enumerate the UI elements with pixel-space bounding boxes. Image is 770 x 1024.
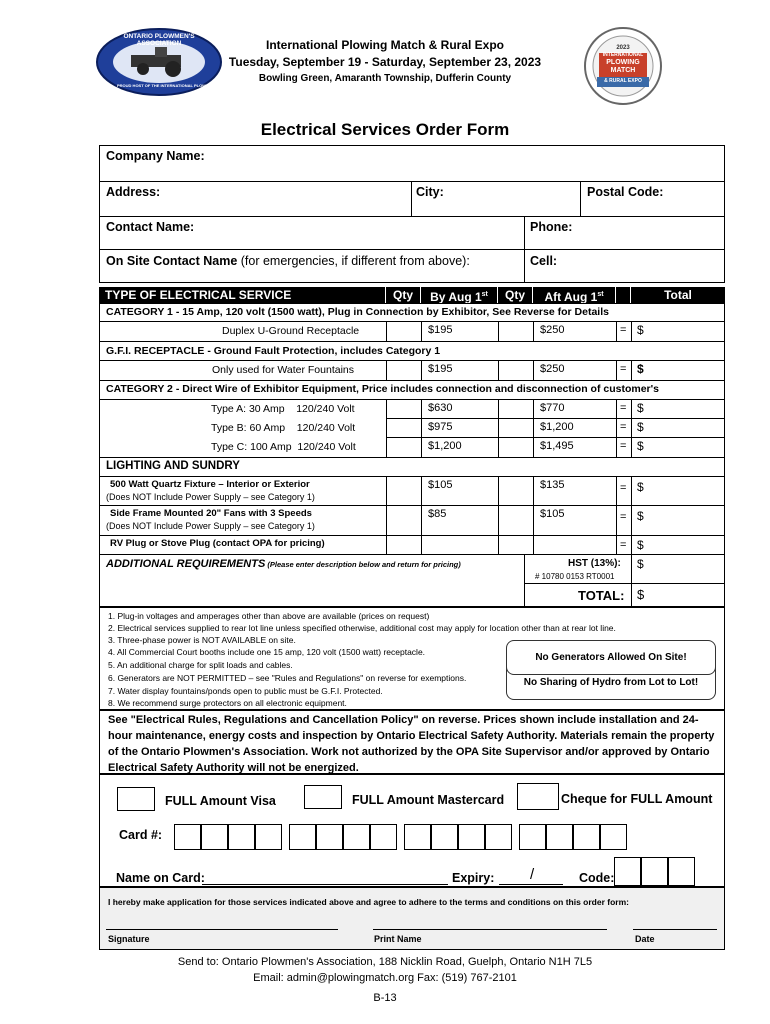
fans-total[interactable]: $: [637, 509, 644, 523]
left-logo-text: ONTARIO PLOWMEN'S ASSOCIATION: [123, 33, 195, 47]
col-header-by-aug: [421, 287, 497, 303]
duplex-price-late: $250: [540, 324, 565, 336]
type-a-price-early: $630: [428, 402, 453, 414]
page-number: B-13: [373, 992, 397, 1004]
note-2: 2. Electrical services supplied to rear lot line unless specified otherwise, additional cost may apply for location other than at rear lot line.: [108, 623, 616, 633]
left-logo-subtext: PROUD HOST OF THE INTERNATIONAL PLOWING MATCH: [117, 83, 229, 88]
gfi-label: Only used for Water Fountains: [212, 364, 355, 376]
equals-sign: =: [620, 363, 627, 375]
quartz-total[interactable]: $: [637, 480, 644, 494]
equals-sign: =: [620, 511, 627, 523]
footer-contact: Email: admin@plowingmatch.org Fax: (519) 767-2101: [253, 972, 517, 984]
cheque-checkbox[interactable]: [517, 783, 559, 810]
fans-price-late: $105: [540, 508, 565, 520]
note-5: 5. An additional charge for split loads and cables.: [108, 660, 293, 670]
right-logo-text-3: MATCH: [610, 67, 636, 74]
type-c-total[interactable]: $: [637, 439, 644, 453]
onsite-label: On Site Contact Name: [106, 254, 238, 268]
type-a-total[interactable]: $: [637, 401, 644, 415]
note-3: 3. Three-phase power is NOT AVAILABLE on site.: [108, 635, 296, 645]
type-a-price-late: $770: [540, 402, 565, 414]
gfi-price-early: $195: [428, 363, 453, 375]
no-sharing-notice: No Sharing of Hydro from Lot to Lot!: [506, 666, 716, 700]
quartz-note: (Does NOT Include Power Supply – see Category 1): [106, 492, 315, 502]
col-header-qty-2: Qty: [498, 287, 532, 303]
rv-plug-label: RV Plug or Stove Plug (contact OPA for pricing): [110, 538, 325, 549]
equals-sign: =: [620, 539, 627, 551]
phone-field[interactable]: Phone:: [530, 220, 573, 234]
equals-sign: =: [620, 402, 627, 414]
additional-label: ADDITIONAL REQUIREMENTS: [106, 558, 266, 570]
signature-line[interactable]: [106, 929, 338, 930]
onsite-note: (for emergencies, if different from above):: [237, 254, 470, 268]
additional-note: (Please enter description below and return for pricing): [265, 560, 461, 569]
type-a-label: Type A: 30 Amp 120/240 Volt: [211, 403, 355, 415]
name-on-card-input[interactable]: [202, 884, 448, 885]
rv-plug-total[interactable]: $: [637, 538, 644, 552]
name-on-card-label: Name on Card:: [116, 871, 205, 885]
expiry-input[interactable]: [499, 884, 563, 885]
duplex-total[interactable]: $: [637, 323, 644, 337]
note-7: 7. Water display fountains/ponds open to public must be G.F.I. Protected.: [108, 686, 383, 696]
type-b-total[interactable]: $: [637, 420, 644, 434]
category-1-heading: CATEGORY 1 - 15 Amp, 120 volt (1500 watt), Plug in Connection by Exhibitor, See Reverse for Details: [106, 306, 609, 318]
equals-sign: =: [620, 440, 627, 452]
by-aug-sup: st: [481, 291, 488, 298]
type-b-price-late: $1,200: [540, 421, 574, 433]
policy-text: See "Electrical Rules, Regulations and Cancellation Policy" on reverse. Prices shown include installation and 24-hour maintenance, energy costs and inspection by Ontario Electrical Safety Authority. Materials remain the property of the Ontario Plowmen's Association. Work not authorized by the OPA Site Supervisor and/or approved by Ontario Electrical Safety Authority will not be energized.: [108, 714, 715, 774]
visa-label: FULL Amount Visa: [165, 794, 276, 808]
address-field[interactable]: Address:: [106, 185, 161, 199]
quartz-price-early: $105: [428, 479, 453, 491]
visa-checkbox[interactable]: [117, 787, 155, 811]
code-label: Code:: [579, 871, 615, 885]
type-b-price-early: $975: [428, 421, 453, 433]
fans-label: Side Frame Mounted 20" Fans with 3 Speeds: [110, 508, 312, 519]
fans-price-early: $85: [428, 508, 447, 520]
note-8: 8. We recommend surge protectors on all electronic equipment.: [108, 698, 347, 708]
additional-requirements[interactable]: [106, 558, 461, 570]
total-label: TOTAL:: [578, 588, 625, 603]
fans-note: (Does NOT Include Power Supply – see Category 1): [106, 521, 315, 531]
expiry-label: Expiry:: [452, 871, 495, 885]
date-label: Date: [635, 934, 655, 944]
city-field[interactable]: City:: [416, 185, 444, 199]
right-logo-year: 2023: [616, 45, 630, 51]
no-generators-notice: No Generators Allowed On Site!: [506, 640, 716, 675]
card-number-label: Card #:: [119, 828, 163, 842]
note-1: 1. Plug-in voltages and amperages other than above are available (prices on request): [108, 611, 430, 621]
contact-name-field[interactable]: Contact Name:: [106, 220, 195, 234]
col-header-type: TYPE OF ELECTRICAL SERVICE: [99, 287, 385, 303]
header-line-3: Bowling Green, Amaranth Township, Dufferin County: [258, 73, 512, 84]
grand-total[interactable]: $: [637, 587, 645, 602]
type-c-label: Type C: 100 Amp 120/240 Volt: [211, 441, 356, 453]
col-header-aft-aug: [533, 287, 615, 303]
right-logo-text-2: PLOWING: [606, 59, 640, 66]
signature-label: Signature: [108, 934, 150, 944]
cell-field[interactable]: Cell:: [530, 254, 558, 268]
date-line[interactable]: [633, 929, 717, 930]
right-logo-text-1: INTERNATIONAL: [602, 52, 644, 58]
type-b-label: Type B: 60 Amp 120/240 Volt: [211, 422, 356, 434]
equals-sign: =: [620, 421, 627, 433]
category-2-heading: CATEGORY 2 - Direct Wire of Exhibitor Equipment, Price includes connection and disconnection of customer's: [106, 383, 659, 395]
hst-total[interactable]: $: [637, 557, 644, 571]
aft-aug-label: Aft Aug 1: [544, 290, 598, 304]
lighting-heading: LIGHTING AND SUNDRY: [106, 460, 240, 472]
mastercard-label: FULL Amount Mastercard: [352, 793, 505, 807]
quartz-price-late: $135: [540, 479, 565, 491]
gfi-price-late: $250: [540, 363, 565, 375]
gfi-heading: G.F.I. RECEPTACLE - Ground Fault Protection, includes Category 1: [106, 345, 441, 357]
duplex-price-early: $195: [428, 324, 453, 336]
by-aug-label: By Aug 1: [430, 290, 482, 304]
company-name-field[interactable]: Company Name:: [106, 149, 205, 163]
col-header-qty-1: Qty: [386, 287, 420, 303]
onsite-contact-field[interactable]: [106, 254, 470, 268]
quartz-fixture-label: 500 Watt Quartz Fixture – Interior or Exterior: [110, 479, 310, 490]
page-title: Electrical Services Order Form: [260, 120, 510, 139]
header-line-2: Tuesday, September 19 - Saturday, September 23, 2023: [228, 55, 542, 69]
agreement-text: I hereby make application for those services indicated above and agree to adhere to the terms and conditions on this order form:: [108, 897, 629, 907]
equals-sign: =: [620, 482, 627, 494]
header-line-1: International Plowing Match & Rural Expo: [265, 38, 505, 52]
note-4: 4. All Commercial Court booths include one 15 amp, 120 volt (1500 watt) receptacle.: [108, 647, 426, 657]
cheque-label: Cheque for FULL Amount: [561, 792, 713, 806]
right-logo-text-4: & RURAL EXPO: [604, 78, 642, 84]
equals-sign: =: [620, 324, 627, 336]
duplex-receptacle-label: Duplex U-Ground Receptacle: [222, 325, 360, 337]
expiry-slash: /: [530, 866, 535, 883]
print-name-line[interactable]: [373, 929, 607, 930]
postal-code-field[interactable]: Postal Code:: [587, 185, 664, 199]
gfi-total[interactable]: $: [637, 362, 644, 376]
note-6: 6. Generators are NOT PERMITTED – see "Rules and Regulations" on reverse for exemptions.: [108, 673, 467, 683]
aft-aug-sup: st: [597, 291, 604, 298]
type-c-price-early: $1,200: [428, 440, 462, 452]
print-name-label: Print Name: [374, 934, 422, 944]
hst-number: # 10780 0153 RT0001: [535, 572, 615, 581]
col-header-total: Total: [631, 287, 725, 303]
footer-address: Send to: Ontario Plowmen's Association, 188 Nicklin Road, Guelph, Ontario N1H 7L5: [177, 956, 593, 968]
ipm-logo: [583, 23, 663, 109]
type-c-price-late: $1,495: [540, 440, 574, 452]
hst-label: HST (13%):: [568, 558, 621, 569]
mastercard-checkbox[interactable]: [304, 785, 342, 809]
